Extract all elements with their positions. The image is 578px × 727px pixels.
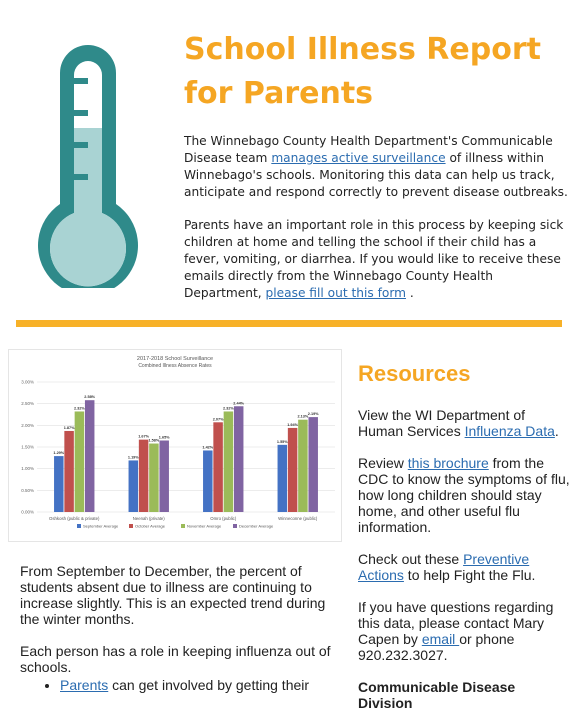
influenza-data-link[interactable]: Influenza Data <box>464 423 555 439</box>
intro-text <box>184 133 568 318</box>
resource-item-contact <box>358 599 572 663</box>
bar-value-label: 2.32% <box>74 406 85 411</box>
parents-link[interactable]: Parents <box>60 677 109 693</box>
bar-value-label: 1.58% <box>148 438 160 443</box>
trend-paragraph: From September to December, the percent of students absent due to illness are continuing to increase slightly. This is an expected trend during the winter months. <box>20 563 326 627</box>
chart-canvas <box>9 350 341 541</box>
resource-text: Review <box>358 455 408 471</box>
chart-bar <box>75 411 85 512</box>
role-list <box>20 677 338 693</box>
y-tick-label: 3.00% <box>21 379 34 385</box>
y-tick-label: 0.50% <box>21 487 34 493</box>
resource-text-end: or phone 920.232.3027. <box>358 631 515 663</box>
chart-bar <box>288 428 298 512</box>
preventive-actions-link[interactable]: Preventive Actions <box>358 551 530 583</box>
bar-value-label: 1.67% <box>138 434 149 439</box>
x-category-label: Oshkosh (public & private) <box>49 516 100 521</box>
chart-bar <box>139 440 149 512</box>
bar-value-label: 1.94% <box>287 422 298 427</box>
bar-value-label: 1.55% <box>276 439 288 444</box>
chart-bar <box>234 406 244 512</box>
intro-p1-text-end: of illness within Winnebago's schools. Monitoring this data can help us track, anticipate and respond correctly to prevent disease outbreaks. <box>184 151 568 199</box>
chart-bar <box>278 445 288 512</box>
resource-text: If you have questions regarding this data, please contact Mary Capen by <box>358 599 554 647</box>
y-tick-label: 0.00% <box>21 509 34 515</box>
y-tick-label: 2.50% <box>21 401 34 407</box>
x-category-label: Winneconne (public) <box>278 516 318 521</box>
chart-title: 2017-2018 School Surveillance <box>136 356 214 362</box>
page-title: School Illness Report for Parents <box>184 32 541 111</box>
role-paragraph: Each person has a role in keeping influenza out of schools. <box>20 643 331 675</box>
chart-bar <box>85 400 95 512</box>
section-divider <box>16 320 562 327</box>
intro-p2-text: Parents have an important role in this process by keeping sick children at home and telling the school if their child has a fever, vomiting, or diarrhea. If you would like to receive these emails directly from the Winnebago County Health Department, <box>184 218 564 300</box>
list-item <box>60 677 338 693</box>
bar-value-label: 1.42% <box>202 445 214 450</box>
signup-form-link[interactable]: please fill out this form <box>265 286 406 300</box>
legend-label: December Average <box>239 523 274 529</box>
x-category-label: Omro (public) <box>210 516 237 521</box>
chart-bar <box>224 411 234 512</box>
chart-bar <box>203 450 213 512</box>
legend-label: November Average <box>187 523 222 529</box>
trend-summary <box>20 563 338 693</box>
chart-subtitle: Combined Illness Absence Rates <box>138 363 212 369</box>
resource-text-end: from the CDC to know the symptoms of flu, how long children should stay home, and other useful flu information. <box>358 455 570 535</box>
bar-value-label: 1.87% <box>63 425 75 430</box>
resource-text-end: to help Fight the Flu. <box>403 567 536 583</box>
brochure-link[interactable]: this brochure <box>407 455 489 471</box>
bullet-text: can get involved by getting their <box>108 677 310 693</box>
bar-value-label: 2.58% <box>84 395 96 400</box>
chart-bar <box>54 456 64 512</box>
division-name: Communicable Disease Division <box>358 679 516 711</box>
bar-value-label: 2.44% <box>233 401 245 406</box>
bar-value-label: 2.13% <box>297 414 309 419</box>
chart-bar <box>298 420 308 512</box>
resources-heading: Resources <box>358 361 471 386</box>
chart-bar <box>129 460 139 512</box>
bar-value-label: 2.07% <box>212 417 224 422</box>
intro-paragraph-2 <box>184 217 568 302</box>
bar-value-label: 2.32% <box>223 406 234 411</box>
chart-bar <box>213 422 223 512</box>
legend-swatch <box>129 524 133 528</box>
y-tick-label: 1.50% <box>21 444 34 450</box>
y-tick-label: 1.00% <box>21 466 34 472</box>
resources-panel <box>358 407 572 727</box>
bar-value-label: 1.29% <box>53 451 65 456</box>
legend-label: September Average <box>83 523 119 529</box>
x-category-label: Neenah (private) <box>132 516 165 521</box>
resource-text-end: . <box>554 423 559 439</box>
bar-value-label: 2.19% <box>307 412 319 417</box>
email-link[interactable]: email <box>421 631 460 647</box>
resource-item-preventive <box>358 551 572 583</box>
legend-swatch <box>181 524 185 528</box>
intro-paragraph-1 <box>184 133 568 201</box>
bar-value-label: 1.19% <box>127 455 139 460</box>
absence-rate-chart <box>8 349 342 542</box>
surveillance-link[interactable]: manages active surveillance <box>271 151 446 165</box>
resource-item-brochure <box>358 455 572 535</box>
y-tick-label: 2.00% <box>21 422 34 428</box>
thermometer-icon <box>28 38 148 288</box>
intro-p2-text-end: . <box>406 286 414 300</box>
legend-swatch <box>77 524 81 528</box>
chart-bar <box>308 417 318 512</box>
resource-text: Check out these <box>358 551 464 567</box>
intro-p1-text: The Winnebago County Health Department's Communicable Disease team <box>184 134 553 165</box>
resource-item-influenza <box>358 407 572 439</box>
chart-bar <box>149 444 159 512</box>
legend-swatch <box>233 524 237 528</box>
chart-bar <box>159 441 169 513</box>
resource-text: View the WI Department of Human Services <box>358 407 526 439</box>
bar-value-label: 1.65% <box>158 435 170 440</box>
chart-bar <box>64 431 74 512</box>
legend-label: October Average <box>135 523 165 529</box>
